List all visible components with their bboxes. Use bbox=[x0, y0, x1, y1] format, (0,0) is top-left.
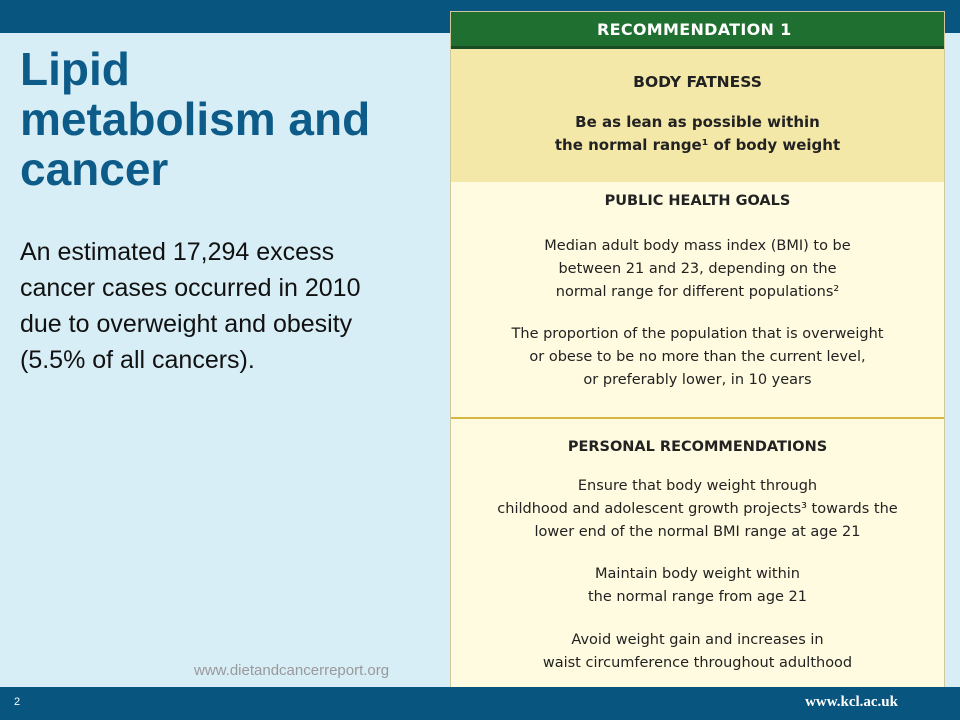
recommendation-line: lower end of the normal BMI range at age 21 bbox=[534, 524, 861, 540]
goal-line: or preferably lower, in 10 years bbox=[583, 372, 812, 388]
statement-line: the normal range¹ of body weight bbox=[554, 136, 841, 154]
personal-title: PERSONAL RECOMMENDATIONS bbox=[567, 439, 828, 455]
recommendation-line: Ensure that body weight through bbox=[577, 478, 818, 494]
panel-header: RECOMMENDATION 1 bbox=[451, 12, 944, 49]
goal-line: between 21 and 23, depending on the bbox=[558, 261, 837, 277]
personal-recommendations-section bbox=[451, 419, 944, 675]
recommendation-line: the normal range from age 21 bbox=[587, 589, 807, 605]
recommendation-paragraph bbox=[451, 475, 944, 544]
slide-body-text: An estimated 17,294 excess cancer cases occurred in 2010 due to overweight and obesity (5.5% of all cancers). bbox=[20, 238, 361, 374]
website-link[interactable]: www.kcl.ac.uk bbox=[805, 694, 898, 710]
source-url: www.dietandcancerreport.org bbox=[194, 662, 390, 679]
recommendation-line: Avoid weight gain and increases in bbox=[571, 632, 824, 648]
topic-title: BODY FATNESS bbox=[633, 73, 762, 91]
goal-line: The proportion of the population that is overweight bbox=[511, 326, 884, 342]
recommendation-line: childhood and adolescent growth projects³ towards the bbox=[497, 501, 898, 517]
goal-paragraph bbox=[451, 235, 944, 304]
goal-line: Median adult body mass index (BMI) to be bbox=[544, 238, 851, 254]
statement-line: Be as lean as possible within bbox=[575, 113, 820, 131]
goal-line: normal range for different populations² bbox=[555, 284, 840, 300]
recommendation-paragraph bbox=[451, 629, 944, 675]
goal-line: or obese to be no more than the current level, bbox=[529, 349, 866, 365]
body-fatness-section bbox=[451, 49, 944, 182]
slide-title: Lipid metabolism and cancer bbox=[20, 43, 371, 195]
recommendation-line: Maintain body weight within bbox=[595, 566, 800, 582]
goal-paragraph bbox=[451, 323, 944, 392]
goals-title: PUBLIC HEALTH GOALS bbox=[604, 193, 791, 209]
recommendation-panel bbox=[450, 11, 945, 697]
public-health-goals-section bbox=[451, 182, 944, 415]
recommendation-line: waist circumference throughout adulthood bbox=[542, 655, 853, 671]
recommendation-paragraph bbox=[451, 563, 944, 609]
page-number: 2 bbox=[14, 696, 21, 708]
